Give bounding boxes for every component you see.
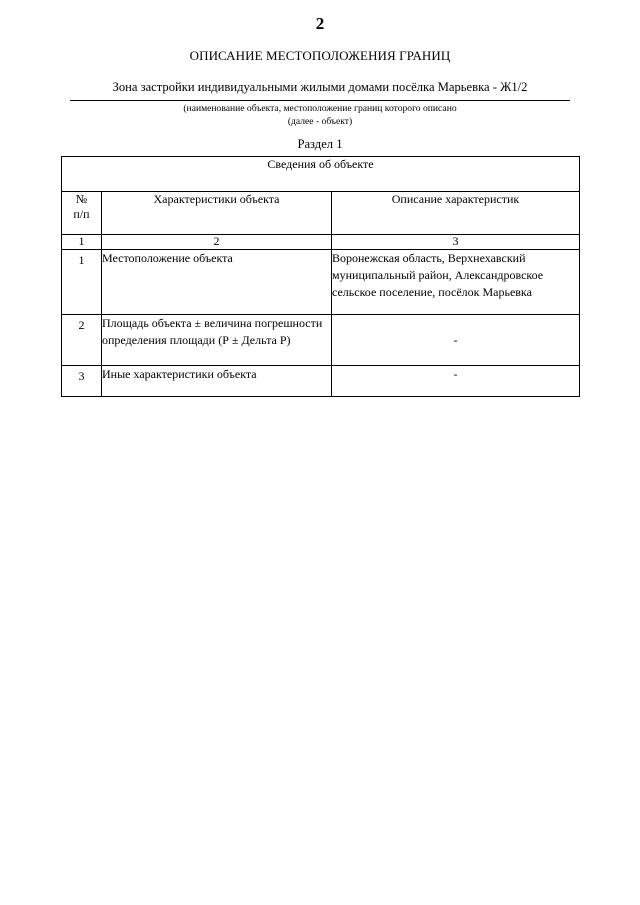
table-header-row [62,192,580,235]
column-number: 2 [102,235,332,250]
object-info-table [61,156,580,397]
column-number-row [62,235,580,250]
table-row [62,250,580,315]
object-name-underline [70,100,570,101]
object-name-caption-line2: (далее - объект) [287,116,353,127]
document-title: ОПИСАНИЕ МЕСТОПОЛОЖЕНИЯ ГРАНИЦ [189,48,451,63]
table-caption-row [62,157,580,192]
table-caption: Сведения об объекте [62,157,580,192]
row-characteristic: Площадь объекта ± величина погрешности определения площади (Р ± Дельта Р) [102,315,332,366]
object-name: Зона застройки индивидуальными жилыми домами посёлка Марьевка - Ж1/2 [112,80,528,94]
header-characteristics: Характеристики объекта [102,192,332,235]
column-number: 3 [332,235,580,250]
header-number [62,192,102,235]
row-characteristic: Иные характеристики объекта [102,366,332,397]
column-number: 1 [62,235,102,250]
row-characteristic: Местоположение объекта [102,250,332,315]
header-number-line2: п/п [73,207,90,221]
row-description: - [332,315,580,366]
row-description: - [332,366,580,397]
row-number: 2 [62,315,102,366]
row-description: Воронежская область, Верхнехавский муниципальный район, Александровское сельское поселение, посёлок Марьевка [332,250,580,315]
header-number-line1: № [75,192,88,206]
section-title: Раздел 1 [297,137,343,151]
object-name-caption [70,102,570,128]
header-description: Описание характеристик [332,192,580,235]
row-number: 1 [62,250,102,315]
object-name-caption-line1: (наименование объекта, местоположение границ которого описано [183,103,457,114]
row-number: 3 [62,366,102,397]
table-row [62,366,580,397]
page-number: 2 [315,14,325,33]
table-row [62,315,580,366]
